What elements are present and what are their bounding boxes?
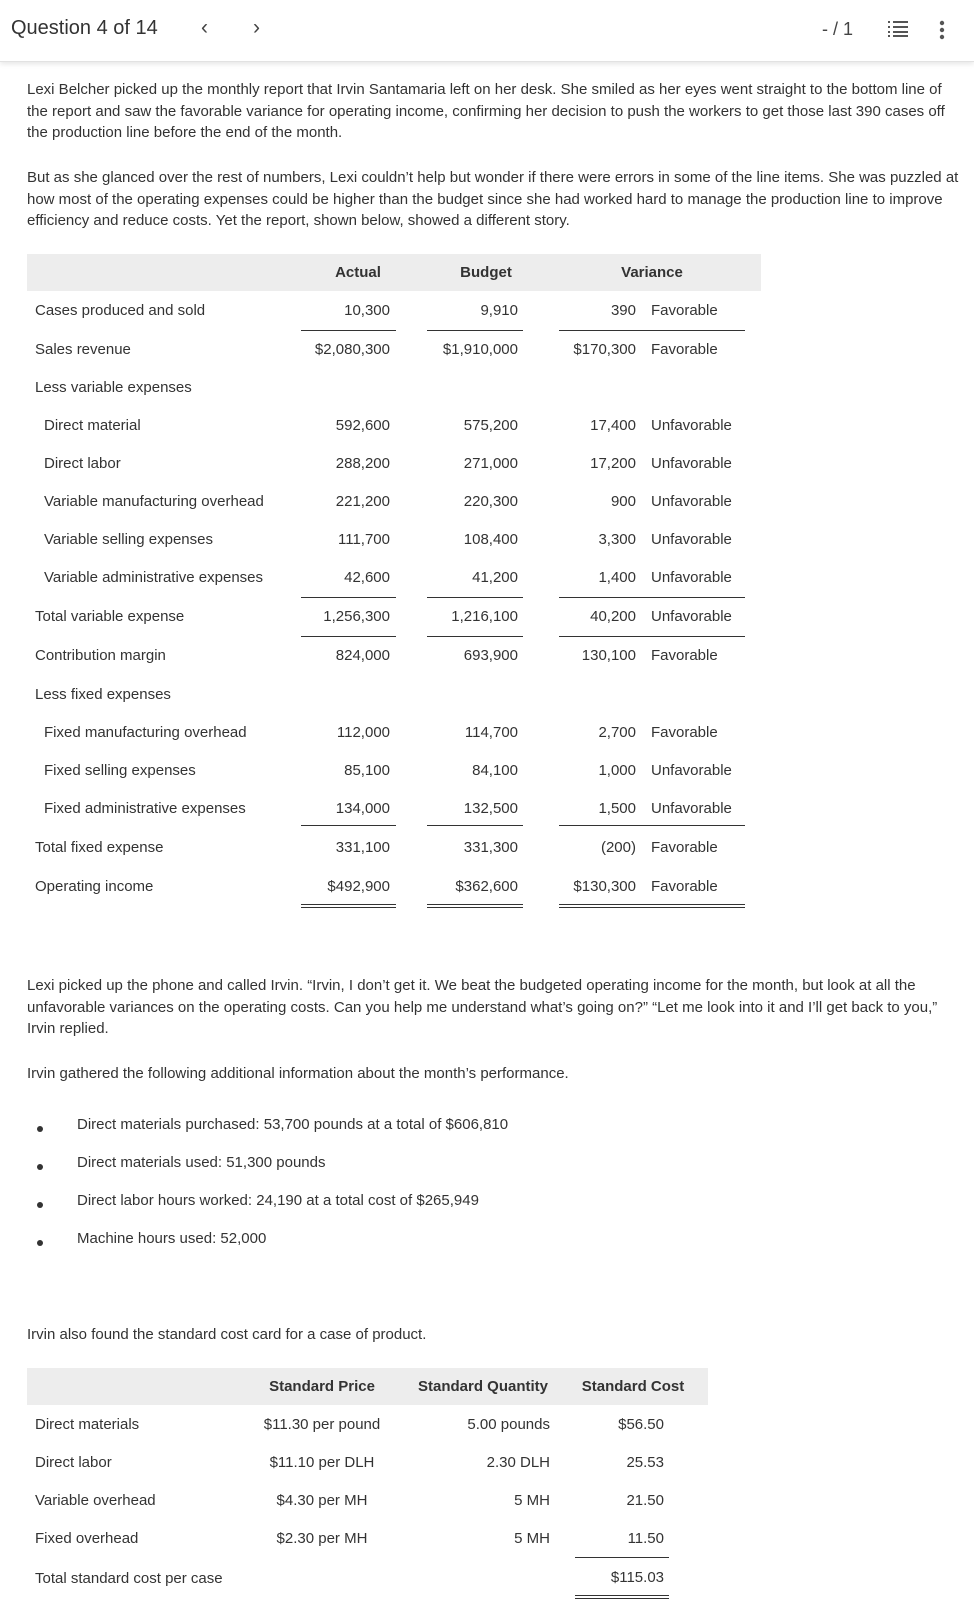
report-row-label: Contribution margin (35, 647, 166, 664)
report-actual-cell: 1,256,300 (323, 608, 390, 625)
card-row-label: Variable overhead (35, 1492, 156, 1509)
header-actual: Actual (335, 264, 381, 281)
card-price-cell: $2.30 per MH (276, 1530, 368, 1547)
report-budget-cell: 9,910 (480, 302, 518, 319)
report-variance-cell: 390 (610, 302, 636, 319)
report-actual-cell: 288,200 (335, 455, 390, 472)
report-budget-cell: $362,600 (455, 878, 518, 895)
report-actual-cell: 42,600 (344, 569, 390, 586)
report-fav-label: Favorable (651, 647, 718, 664)
card-total-cost: $115.03 (610, 1569, 664, 1586)
card-row-label: Direct materials (35, 1416, 140, 1433)
report-underline (301, 330, 396, 331)
report-budget-cell: 114,700 (464, 724, 518, 741)
report-actual-cell: $2,080,300 (314, 341, 390, 358)
report-underline (559, 330, 745, 331)
report-row-label: Variable selling expenses (44, 531, 213, 548)
report-budget-cell: 271,000 (463, 455, 518, 472)
report-row-label: Direct material (44, 417, 141, 434)
report-fav-label: Favorable (651, 839, 718, 856)
report-row-label: Fixed manufacturing overhead (44, 724, 247, 741)
report-actual-cell: 592,600 (335, 417, 390, 434)
card-cost-cell: $56.50 (618, 1416, 664, 1433)
report-underline (301, 825, 396, 826)
report-row-label: Less variable expenses (35, 379, 192, 396)
report-fav-label: Favorable (651, 878, 718, 895)
score-display: - / 1 (822, 19, 854, 39)
report-variance-cell: 900 (610, 493, 636, 510)
report-actual-cell: 112,000 (336, 724, 390, 741)
report-budget-cell: 575,200 (463, 417, 518, 434)
intro-paragraph-1: Lexi Belcher picked up the monthly report that Irvin Santamaria left on her desk. She smiled as her eyes went straight to the bottom line of the report and saw the favorable variance for operating income, confirming her decision to push the workers to get those last 390 cases off the production line before the end of the month. (27, 81, 945, 141)
report-underline (427, 330, 523, 331)
chevron-left-icon[interactable]: ‹ (201, 16, 208, 39)
report-budget-cell: 108,400 (463, 531, 518, 548)
report-actual-cell: 824,000 (335, 647, 390, 664)
info-list-item: Direct materials purchased: 53,700 pounds at a total of $606,810 (77, 1116, 509, 1133)
report-variance-cell: 1,400 (598, 569, 636, 586)
report-variance-cell: 3,300 (598, 531, 636, 548)
report-row-label: Direct labor (44, 455, 121, 472)
report-variance-cell: $130,300 (573, 878, 636, 895)
report-fav-label: Unfavorable (651, 455, 732, 472)
report-fav-label: Favorable (651, 341, 718, 358)
report-budget-cell: 41,200 (472, 569, 518, 586)
card-quantity-cell: 2.30 DLH (486, 1454, 550, 1471)
card-price-cell: $4.30 per MH (276, 1492, 368, 1509)
report-fav-label: Unfavorable (651, 762, 732, 779)
report-fav-label: Unfavorable (651, 800, 732, 817)
report-budget-cell: 331,300 (463, 839, 518, 856)
report-actual-cell: 134,000 (335, 800, 390, 817)
report-variance-cell: $170,300 (573, 341, 636, 358)
question-list-icon[interactable] (888, 20, 908, 38)
report-double-underline (301, 904, 396, 908)
report-variance-cell: 1,000 (598, 762, 636, 779)
report-row-label: Total variable expense (35, 608, 185, 625)
report-fav-label: Unfavorable (651, 493, 732, 510)
report-row-label: Total fixed expense (35, 839, 164, 856)
card-quantity-cell: 5.00 pounds (467, 1416, 550, 1433)
report-budget-cell: 693,900 (463, 647, 518, 664)
report-row-label: Sales revenue (35, 341, 131, 358)
additional-info-intro: Irvin gathered the following additional information about the month’s performance. (27, 1065, 569, 1082)
report-actual-cell: 10,300 (344, 302, 390, 319)
bullet-dot-icon (37, 1126, 43, 1132)
card-price-cell: $11.10 per DLH (269, 1454, 375, 1471)
report-underline (427, 597, 523, 598)
report-actual-cell: $492,900 (327, 878, 390, 895)
question-header-bar (0, 0, 974, 62)
report-budget-cell: 1,216,100 (451, 608, 518, 625)
question-counter: Question 4 of 14 (11, 17, 158, 39)
report-row-label: Fixed selling expenses (44, 762, 196, 779)
header-budget: Budget (460, 264, 512, 281)
report-fav-label: Unfavorable (651, 569, 732, 586)
report-budget-cell: $1,910,000 (442, 341, 518, 358)
report-row-label: Fixed administrative expenses (44, 800, 246, 817)
report-underline (301, 636, 396, 637)
report-variance-cell: 17,400 (590, 417, 636, 434)
report-variance-cell: (200) (600, 839, 636, 856)
report-budget-cell: 132,500 (463, 800, 518, 817)
report-actual-cell: 111,700 (338, 531, 390, 548)
report-underline (301, 597, 396, 598)
bullet-dot-icon (37, 1164, 43, 1170)
info-list-item: Direct materials used: 51,300 pounds (77, 1154, 326, 1171)
report-actual-cell: 85,100 (344, 762, 390, 779)
card-row-label: Fixed overhead (35, 1530, 139, 1547)
report-underline (427, 636, 523, 637)
report-variance-cell: 17,200 (590, 455, 636, 472)
card-cost-cell: 21.50 (626, 1492, 664, 1509)
report-underline (559, 597, 745, 598)
bullet-dot-icon (37, 1202, 43, 1208)
report-double-underline (559, 904, 745, 908)
report-row-label: Variable manufacturing overhead (44, 493, 264, 510)
report-fav-label: Favorable (651, 302, 718, 319)
bullet-dot-icon (37, 1240, 43, 1246)
report-actual-cell: 221,200 (335, 493, 390, 510)
report-fav-label: Unfavorable (651, 531, 732, 548)
card-quantity-cell: 5 MH (514, 1492, 550, 1509)
cost-card-intro: Irvin also found the standard cost card for a case of product. (27, 1326, 427, 1343)
header-standard-price: Standard Price (269, 1378, 375, 1395)
card-price-cell: $11.30 per pound (263, 1416, 381, 1433)
report-row-label: Less fixed expenses (35, 686, 171, 703)
chevron-right-icon[interactable]: › (253, 16, 260, 39)
phone-call-paragraph: Lexi picked up the phone and called Irvin. “Irvin, I don’t get it. We beat the budgeted operating income for the month, but look at all the unfavorable variances on the operating costs. Can you help me understand what’s going on?” “Let me look into it and I’ll get back to you,” Irvin replied. (27, 977, 938, 1037)
intro-paragraph-2: But as she glanced over the rest of numbers, Lexi couldn’t help but wonder if there were errors in some of the line items. She was puzzled at how most of the operating expenses could be higher than the budget since she had worked hard to manage the production line to improve efficiency and reduce costs. Yet the report, shown below, showed a different story. (27, 169, 959, 229)
header-standard-cost: Standard Cost (581, 1378, 685, 1395)
info-list-item: Machine hours used: 52,000 (77, 1230, 267, 1247)
card-underline (575, 1557, 669, 1558)
report-row-label: Cases produced and sold (35, 302, 206, 319)
info-list-item: Direct labor hours worked: 24,190 at a total cost of $265,949 (77, 1192, 479, 1209)
report-budget-cell: 84,100 (472, 762, 518, 779)
report-double-underline (427, 904, 523, 908)
report-row-label: Operating income (35, 878, 154, 895)
report-actual-cell: 331,100 (335, 839, 390, 856)
report-budget-cell: 220,300 (463, 493, 518, 510)
card-quantity-cell: 5 MH (514, 1530, 550, 1547)
card-row-label: Direct labor (35, 1454, 112, 1471)
report-fav-label: Unfavorable (651, 417, 732, 434)
report-underline (559, 636, 745, 637)
header-standard-quantity: Standard Quantity (417, 1378, 548, 1395)
report-variance-cell: 40,200 (590, 608, 636, 625)
card-cost-cell: 25.53 (626, 1454, 664, 1471)
report-row-label: Variable administrative expenses (44, 569, 264, 586)
header-variance: Variance (621, 264, 683, 281)
more-options-icon[interactable] (939, 20, 945, 40)
card-cost-cell: 11.50 (627, 1530, 664, 1547)
report-underline (559, 825, 745, 826)
report-variance-cell: 2,700 (598, 724, 636, 741)
report-fav-label: Unfavorable (651, 608, 732, 625)
card-double-underline (575, 1595, 669, 1599)
report-fav-label: Favorable (651, 724, 718, 741)
report-underline (427, 825, 523, 826)
report-variance-cell: 130,100 (581, 647, 636, 664)
card-total-label: Total standard cost per case (35, 1570, 223, 1587)
report-variance-cell: 1,500 (598, 800, 636, 817)
